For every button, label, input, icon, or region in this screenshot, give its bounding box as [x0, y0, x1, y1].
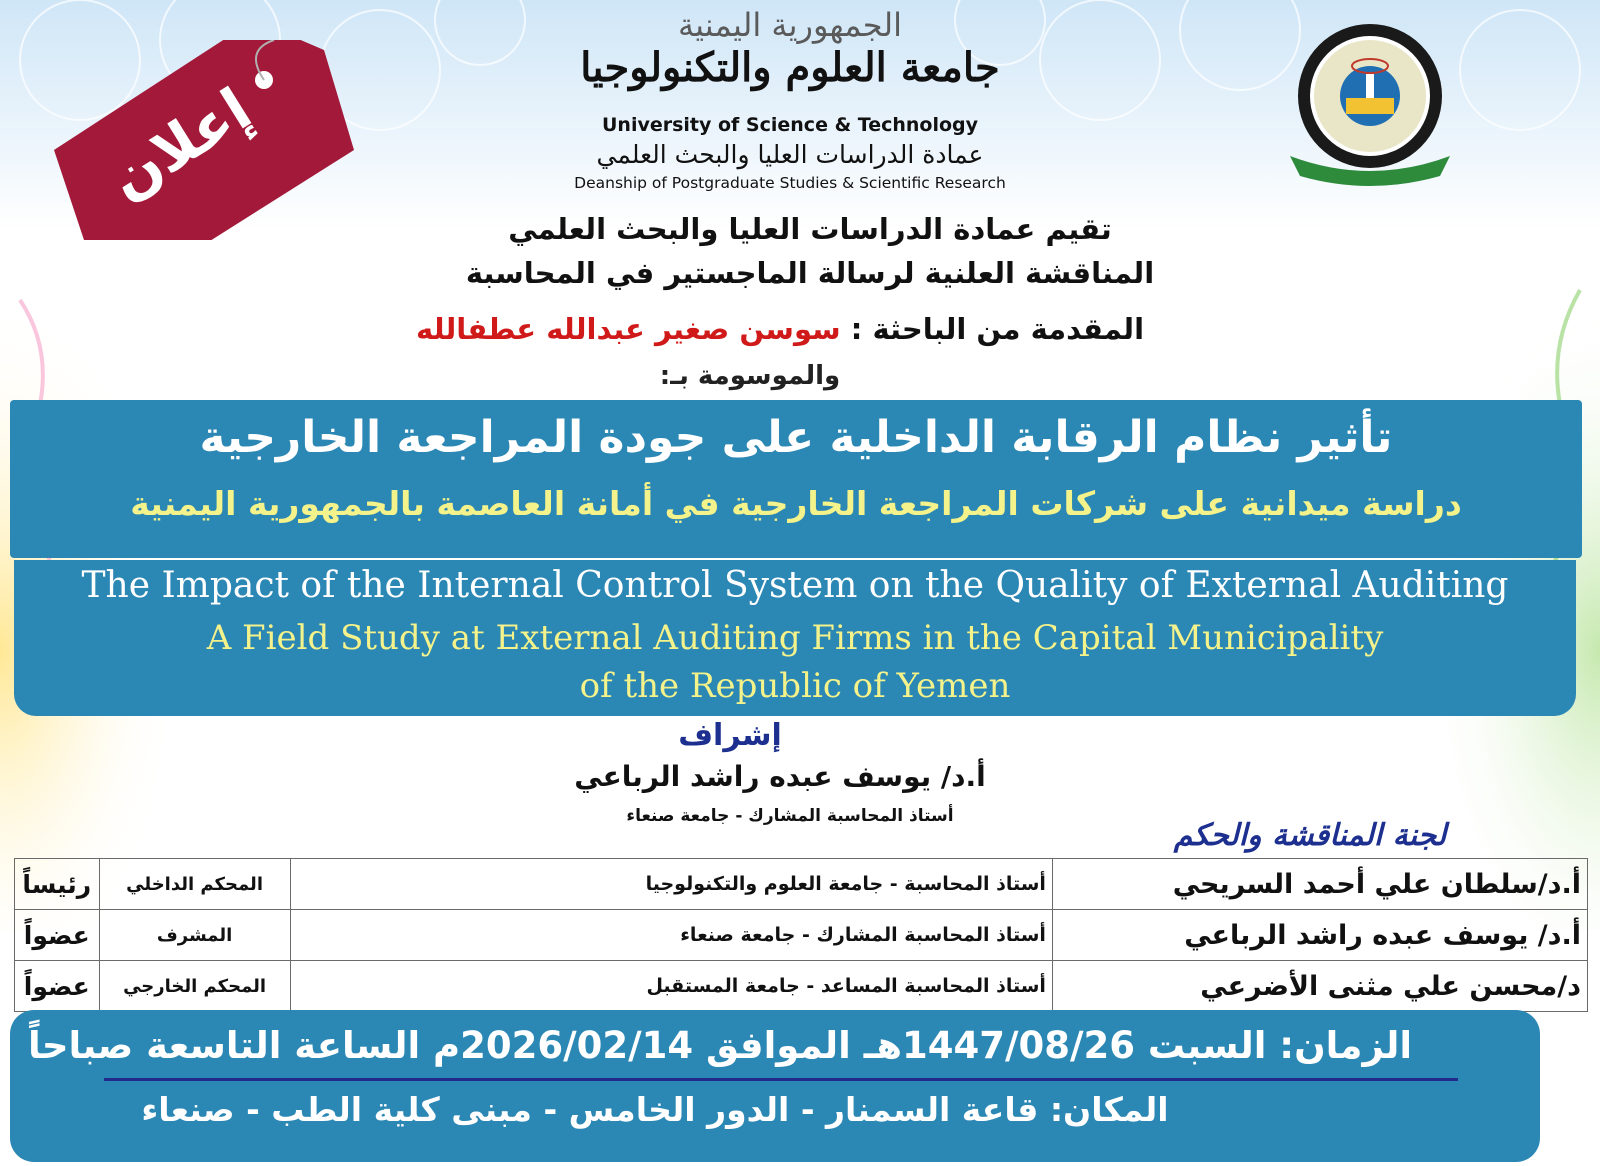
member-status: عضواً	[15, 910, 100, 961]
table-row	[15, 910, 1588, 961]
member-name: أ.د/ يوسف عبده راشد الرباعي	[1052, 910, 1587, 961]
committee-table	[14, 858, 1588, 1012]
supervisor-position: أستاذ المحاسبة المشارك - جامعة صنعاء	[626, 806, 954, 826]
thesis-subtitle-en-1: A Field Study at External Auditing Firms in the Capital Municipality	[206, 618, 1384, 658]
member-role: المشرف	[99, 910, 290, 961]
presenter-name: سوسن صغير عبدالله عطفالله	[415, 312, 841, 346]
thesis-subtitle-en-2: of the Republic of Yemen	[579, 666, 1011, 706]
university-name-en: University of Science & Technology	[601, 114, 978, 136]
university-name-ar: جامعة العلوم والتكنولوجيا	[580, 44, 1000, 91]
member-role: المحكم الخارجي	[99, 961, 290, 1012]
member-position: أستاذ المحاسبة - جامعة العلوم والتكنولوجيا	[290, 859, 1052, 910]
deanship-name-en: Deanship of Postgraduate Studies & Scientific Research	[574, 174, 1006, 192]
presenter-line	[350, 312, 1210, 346]
announcement-badge-text: إعلان	[97, 74, 263, 214]
member-role: المحكم الداخلي	[99, 859, 290, 910]
member-name: أ.د/سلطان علي أحمد السريحي	[1052, 859, 1587, 910]
event-divider	[104, 1078, 1458, 1081]
event-location: المكان: قاعة السمنار - الدور الخامس - مبنى كلية الطب - صنعاء	[141, 1090, 1169, 1129]
thesis-title-ar: تأثير نظام الرقابة الداخلية على جودة المراجعة الخارجية	[199, 412, 1393, 463]
member-position: أستاذ المحاسبة المساعد - جامعة المستقبل	[290, 961, 1052, 1012]
presenter-label: المقدمة من الباحثة :	[840, 312, 1145, 346]
supervision-heading: إشراف	[678, 718, 782, 753]
member-status: رئيساً	[15, 859, 100, 910]
country-name-ar: الجمهورية اليمنية	[677, 6, 903, 44]
deanship-name-ar: عمادة الدراسات العليا والبحث العلمي	[596, 140, 984, 169]
university-logo	[1270, 16, 1470, 186]
member-position: أستاذ المحاسبة المشارك - جامعة صنعاء	[290, 910, 1052, 961]
announcement-line-2: المناقشة العلنية لرسالة الماجستير في المحاسبة	[465, 256, 1155, 290]
table-row	[15, 961, 1588, 1012]
announcement-line-1: تقيم عمادة الدراسات العليا والبحث العلمي	[508, 212, 1112, 246]
member-name: د/محسن علي مثنى الأضرعي	[1052, 961, 1587, 1012]
thesis-subtitle-ar: دراسة ميدانية على شركات المراجعة الخارجية في أمانة العاصمة بالجمهورية اليمنية	[130, 484, 1462, 523]
thesis-title-en: The Impact of the Internal Control System on the Quality of External Auditing	[81, 565, 1509, 606]
supervisor-name: أ.د/ يوسف عبده راشد الرباعي	[574, 760, 986, 793]
committee-heading: لجنة المناقشة والحكم	[1173, 818, 1447, 853]
titled-label: والموسومة بـ:	[659, 361, 841, 391]
table-row	[15, 859, 1588, 910]
event-time: الزمان: السبت 1447/08/26هـ الموافق 2026/02/14م الساعة التاسعة صباحاً	[27, 1024, 1413, 1067]
member-status: عضواً	[15, 961, 100, 1012]
